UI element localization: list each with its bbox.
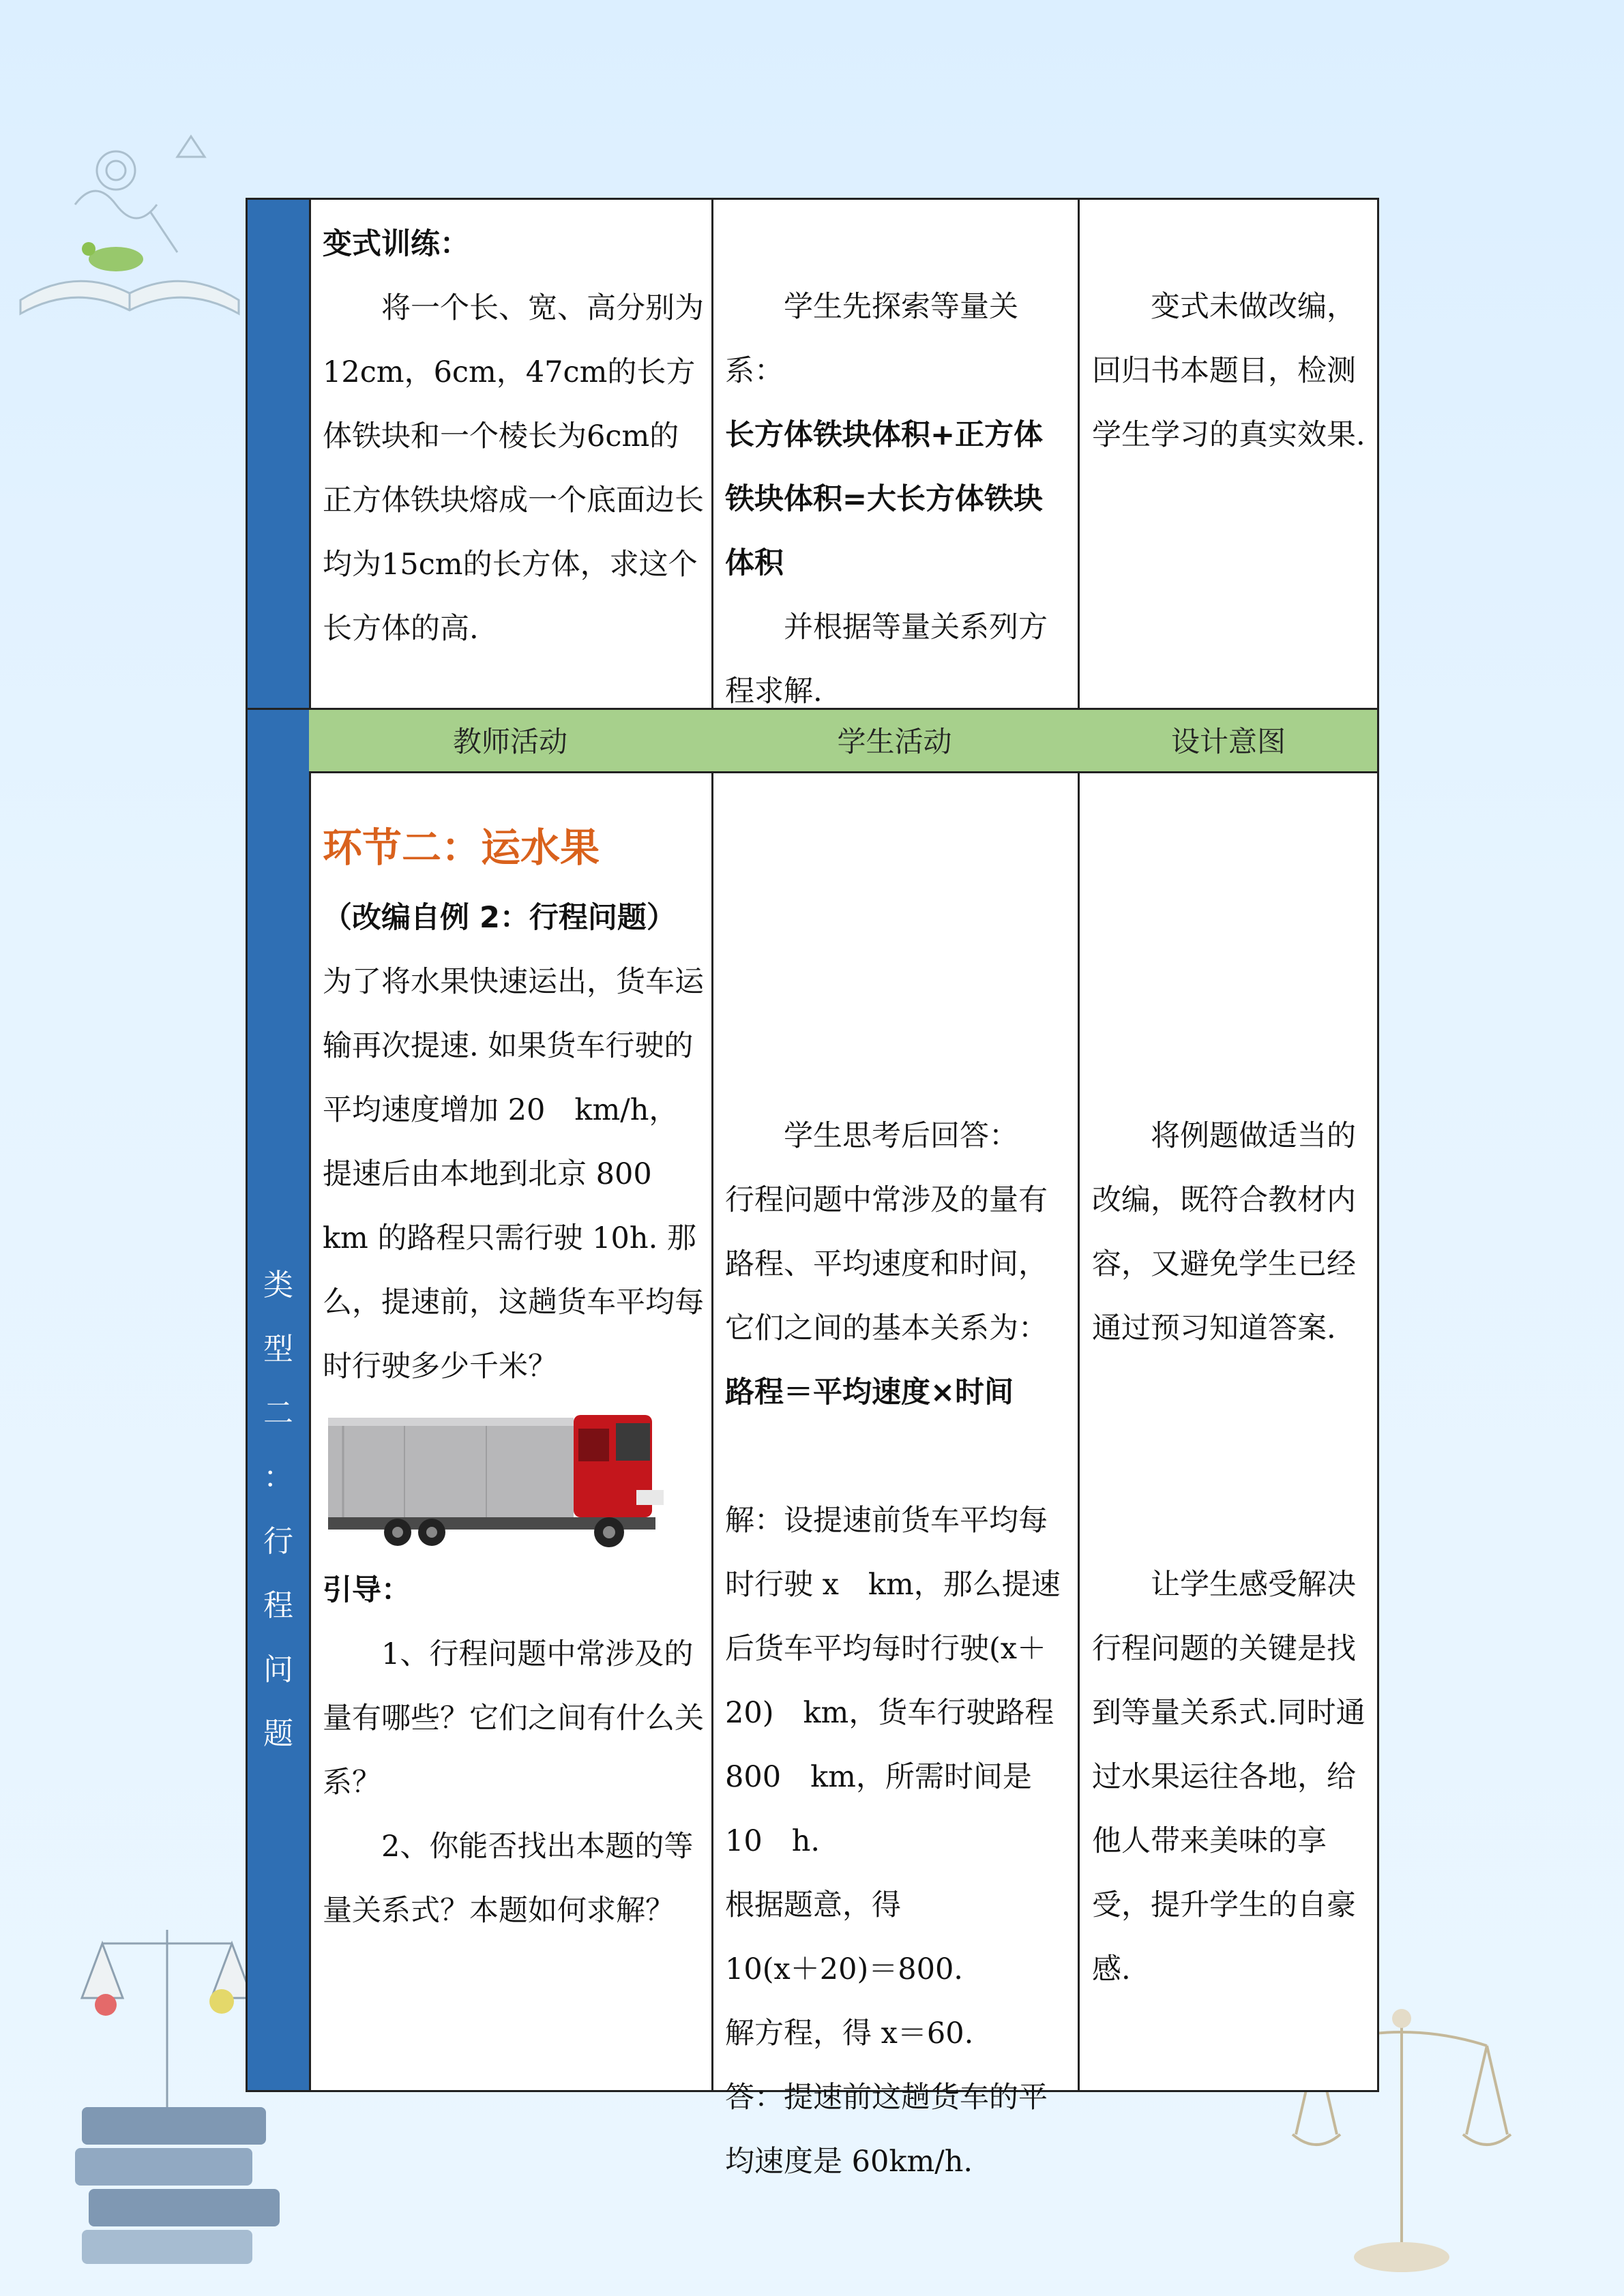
guide-question-1: 1、行程问题中常涉及的量有哪些？它们之间有什么关系？ bbox=[323, 1637, 704, 1800]
lesson-table bbox=[246, 198, 1379, 2179]
variant-title: 变式训练： bbox=[323, 227, 469, 261]
book-decoration bbox=[14, 130, 246, 320]
side-label bbox=[248, 1253, 309, 1766]
side-char: 二 bbox=[263, 1396, 293, 1431]
solution-step: 根据题意，得 bbox=[725, 1888, 901, 1922]
grid-line bbox=[309, 200, 311, 2090]
side-char: 程 bbox=[263, 1588, 293, 1623]
student-activity-cell bbox=[725, 1104, 1069, 2194]
variant-problem-cell bbox=[323, 212, 705, 661]
design-text-2: 让学生感受解决行程问题的关键是找到等量关系式.同时通过水果运往各地，给他人带来美味的享受，提升学生的自豪感. bbox=[1092, 1568, 1365, 1986]
variant-student-cell bbox=[725, 275, 1069, 724]
variant-student-text: 学生先探索等量关系： bbox=[725, 290, 1018, 388]
variant-student-text2: 并根据等量关系列方程求解. bbox=[725, 610, 1048, 709]
guide-title: 引导： bbox=[323, 1573, 411, 1607]
grid-line bbox=[309, 771, 1377, 773]
side-char: ： bbox=[263, 1460, 293, 1495]
student-answer: 行程问题中常涉及的量有路程、平均速度和时间，它们之间的基本关系为： bbox=[725, 1183, 1048, 1345]
design-text-1: 将例题做适当的改编，既符合教材内容，又避免学生已经通过预习知道答案. bbox=[1092, 1119, 1356, 1345]
side-char: 问 bbox=[263, 1652, 293, 1687]
grid-line bbox=[711, 200, 713, 2090]
variant-problem-text: 将一个长、宽、高分别为12cm，6cm，47cm的长方体铁块和一个棱长为6cm的正方体铁块熔成一个底面边长均为15cm的长方体，求这个长方体的高. bbox=[323, 291, 704, 646]
solution-text: 解：设提速前货车平均每时行驶 x km，那么提速后货车平均每时行驶(x＋20) km，货车行驶路程 800 km，所需时间是 10 h. bbox=[725, 1504, 1061, 1858]
side-divider bbox=[248, 708, 309, 710]
variant-equation: 长方体铁块体积+正方体铁块体积=大长方体铁块体积 bbox=[725, 418, 1044, 580]
solution-result: 解方程，得 x＝60. bbox=[725, 2016, 974, 2051]
side-char: 行 bbox=[263, 1524, 293, 1559]
side-column bbox=[248, 200, 309, 2090]
variant-design-text: 变式未做改编，回归书本题目，检测学生学习的真实效果. bbox=[1092, 290, 1365, 452]
section-title: 环节二：运水果 bbox=[323, 824, 600, 871]
variant-design-cell bbox=[1092, 275, 1372, 467]
problem-text: 为了将水果快速运出，货车运输再次提速. 如果货车行驶的平均速度增加 20 km/h，提速后由本地到北京 800 km 的路程只需行驶 10h. 那么，提速前，这趟货车平均每时行驶多少千米？ bbox=[323, 965, 704, 1384]
truck-image bbox=[323, 1408, 677, 1551]
header-teacher: 教师活动 bbox=[452, 725, 567, 758]
problem-source: （改编自例 2：行程问题） bbox=[323, 901, 676, 935]
guide-question-2: 2、你能否找出本题的等量关系式？本题如何求解？ bbox=[323, 1830, 694, 1928]
side-char: 题 bbox=[263, 1716, 293, 1751]
design-intent-cell bbox=[1092, 1104, 1372, 2001]
side-char: 型 bbox=[263, 1332, 293, 1367]
side-char: 类 bbox=[263, 1268, 293, 1302]
header-design: 设计意图 bbox=[1170, 725, 1286, 758]
header-student: 学生活动 bbox=[837, 725, 952, 758]
student-intro: 学生思考后回答： bbox=[784, 1119, 1018, 1153]
solution-equation: 10(x＋20)＝800. bbox=[725, 1952, 963, 1986]
student-formula: 路程＝平均速度×时间 bbox=[725, 1375, 1014, 1410]
teacher-activity-cell bbox=[323, 814, 705, 1943]
grid-line bbox=[1078, 200, 1080, 2090]
solution-answer: 答：提速前这趟货车的平均速度是 60km/h. bbox=[725, 2081, 1048, 2179]
table-header-row bbox=[309, 710, 1377, 773]
